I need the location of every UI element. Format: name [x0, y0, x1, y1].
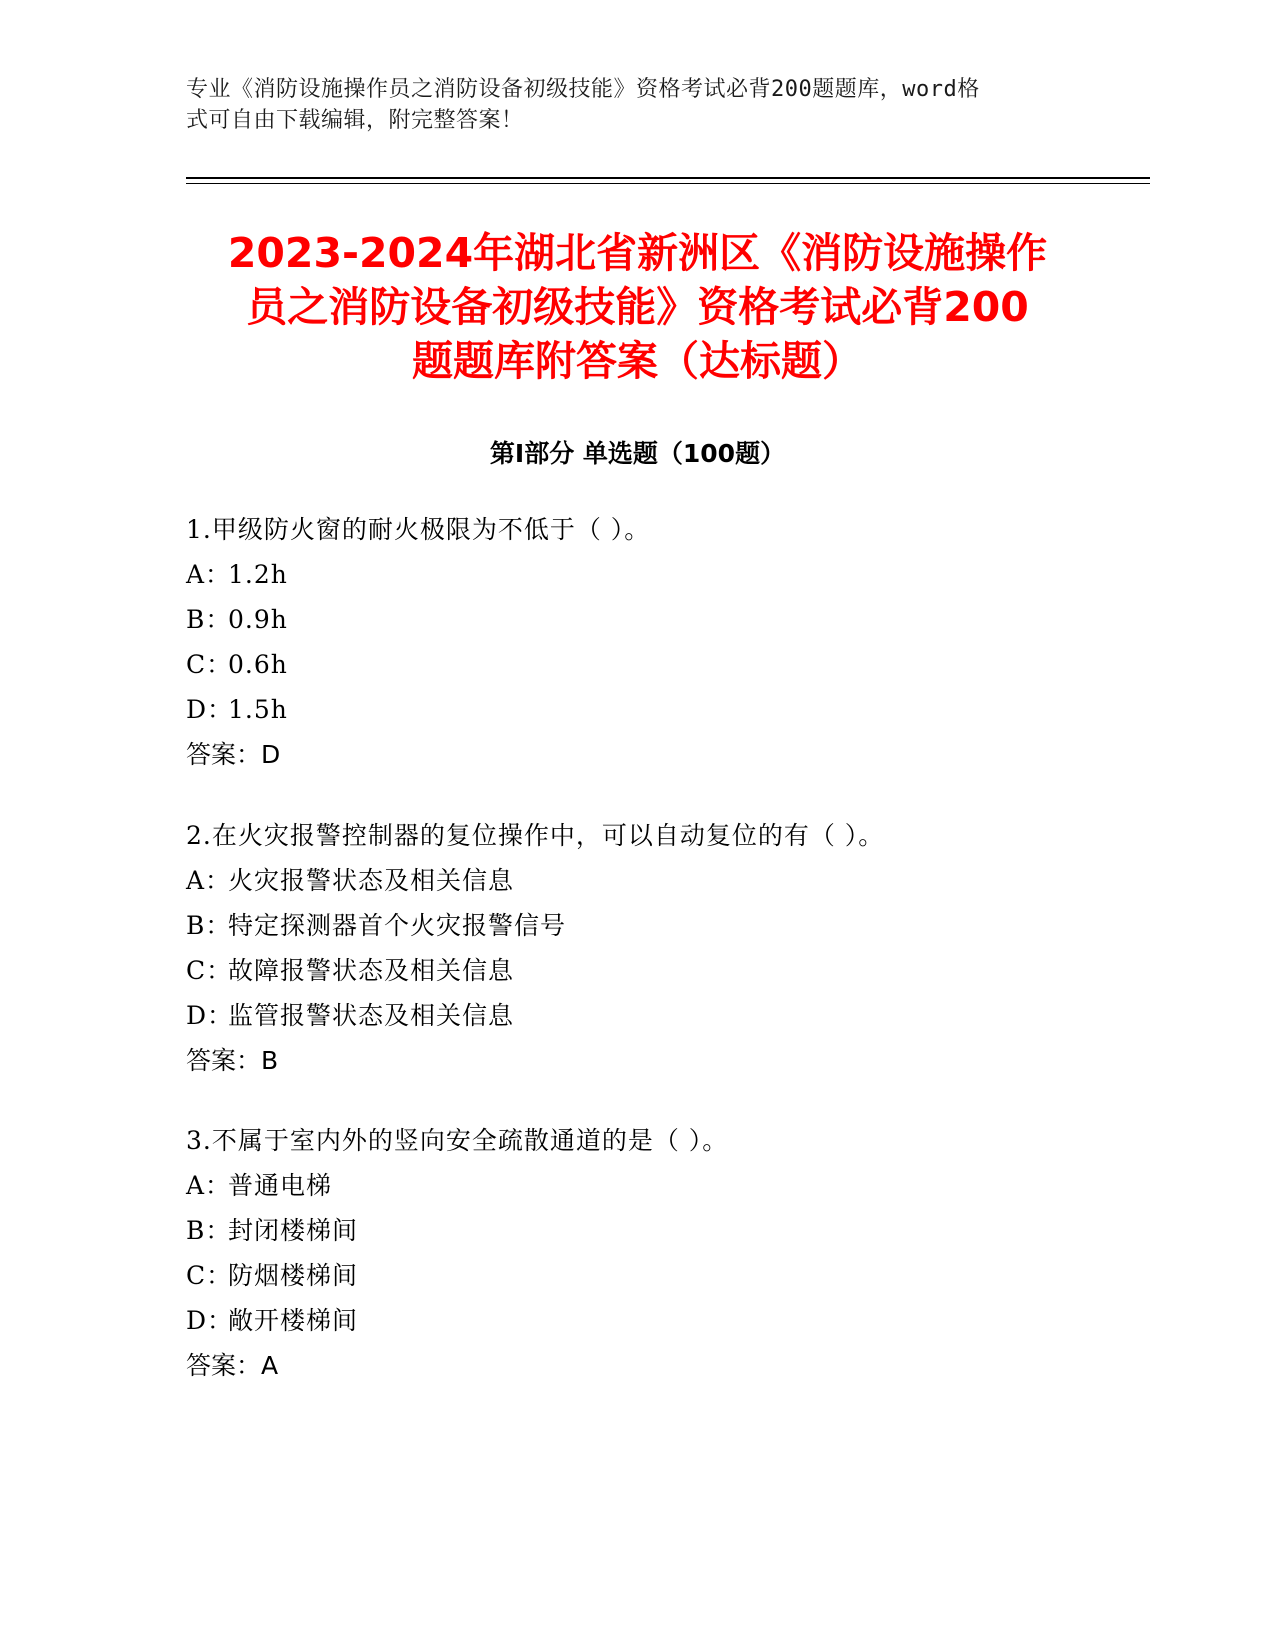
header-divider-thin [186, 183, 1150, 184]
option-a [186, 1163, 1146, 1208]
question-3 [186, 1118, 1146, 1388]
option-key: B： [186, 911, 232, 940]
option-text: 特定探测器首个火灾报警信号 [228, 911, 567, 940]
section-title: 第Ⅰ部分 单选题（100题） [489, 439, 786, 468]
option-key: C： [186, 956, 233, 985]
question-stem: 1.甲级防火窗的耐火极限为不低于（ ）。 [186, 515, 651, 544]
question-stem: 3.不属于室内外的竖向安全疏散通道的是（ ）。 [186, 1126, 729, 1155]
answer-label: 答案： [186, 740, 262, 769]
option-text: 0.6h [228, 650, 288, 679]
option-b [186, 903, 1146, 948]
question-stem: 2.在火灾报警控制器的复位操作中，可以自动复位的有（ ）。 [186, 821, 885, 850]
answer [186, 732, 1146, 777]
option-b [186, 1208, 1146, 1253]
answer-value: D [261, 740, 281, 769]
option-text: 防烟楼梯间 [228, 1261, 359, 1290]
option-key: D： [186, 695, 234, 724]
option-text: 1.2h [228, 560, 288, 589]
option-text: 火灾报警状态及相关信息 [228, 866, 515, 895]
option-key: C： [186, 650, 233, 679]
option-key: A： [186, 866, 232, 895]
answer-label: 答案： [186, 1046, 262, 1075]
option-key: B： [186, 605, 232, 634]
option-text: 普通电梯 [228, 1171, 333, 1200]
document-title-line-2: 员之消防设备初级技能》资格考试必背200 [246, 283, 1029, 331]
option-text: 监管报警状态及相关信息 [228, 1001, 515, 1030]
option-key: D： [186, 1306, 234, 1335]
option-key: D： [186, 1001, 234, 1030]
option-key: C： [186, 1261, 233, 1290]
answer-label: 答案： [186, 1351, 262, 1380]
header-note-line-1: 专业《消防设施操作员之消防设备初级技能》资格考试必背200题题库，word格 [186, 77, 980, 102]
answer-value: A [261, 1351, 279, 1380]
answer [186, 1038, 1146, 1083]
option-text: 故障报警状态及相关信息 [228, 956, 515, 985]
option-key: B： [186, 1216, 232, 1245]
answer-value: B [261, 1046, 279, 1075]
option-d [186, 687, 1146, 732]
document-title [180, 226, 1095, 388]
document-title-line-1: 2023-2024年湖北省新洲区《消防设施操作 [227, 229, 1048, 277]
option-key: A： [186, 560, 232, 589]
header-note [186, 74, 1066, 136]
option-text: 0.9h [228, 605, 288, 634]
option-a [186, 858, 1146, 903]
header-divider-thick [186, 177, 1150, 179]
header-note-line-2: 式可自由下载编辑，附完整答案！ [186, 108, 524, 133]
answer [186, 1343, 1146, 1388]
option-c [186, 948, 1146, 993]
option-c [186, 642, 1146, 687]
option-b [186, 597, 1146, 642]
option-d [186, 1298, 1146, 1343]
option-key: A： [186, 1171, 232, 1200]
option-d [186, 993, 1146, 1038]
document-title-line-3: 题题库附答案（达标题） [412, 337, 863, 385]
question-1 [186, 507, 1146, 777]
option-a [186, 552, 1146, 597]
option-c [186, 1253, 1146, 1298]
option-text: 1.5h [228, 695, 288, 724]
option-text: 敞开楼梯间 [228, 1306, 359, 1335]
question-2 [186, 813, 1146, 1083]
option-text: 封闭楼梯间 [228, 1216, 359, 1245]
